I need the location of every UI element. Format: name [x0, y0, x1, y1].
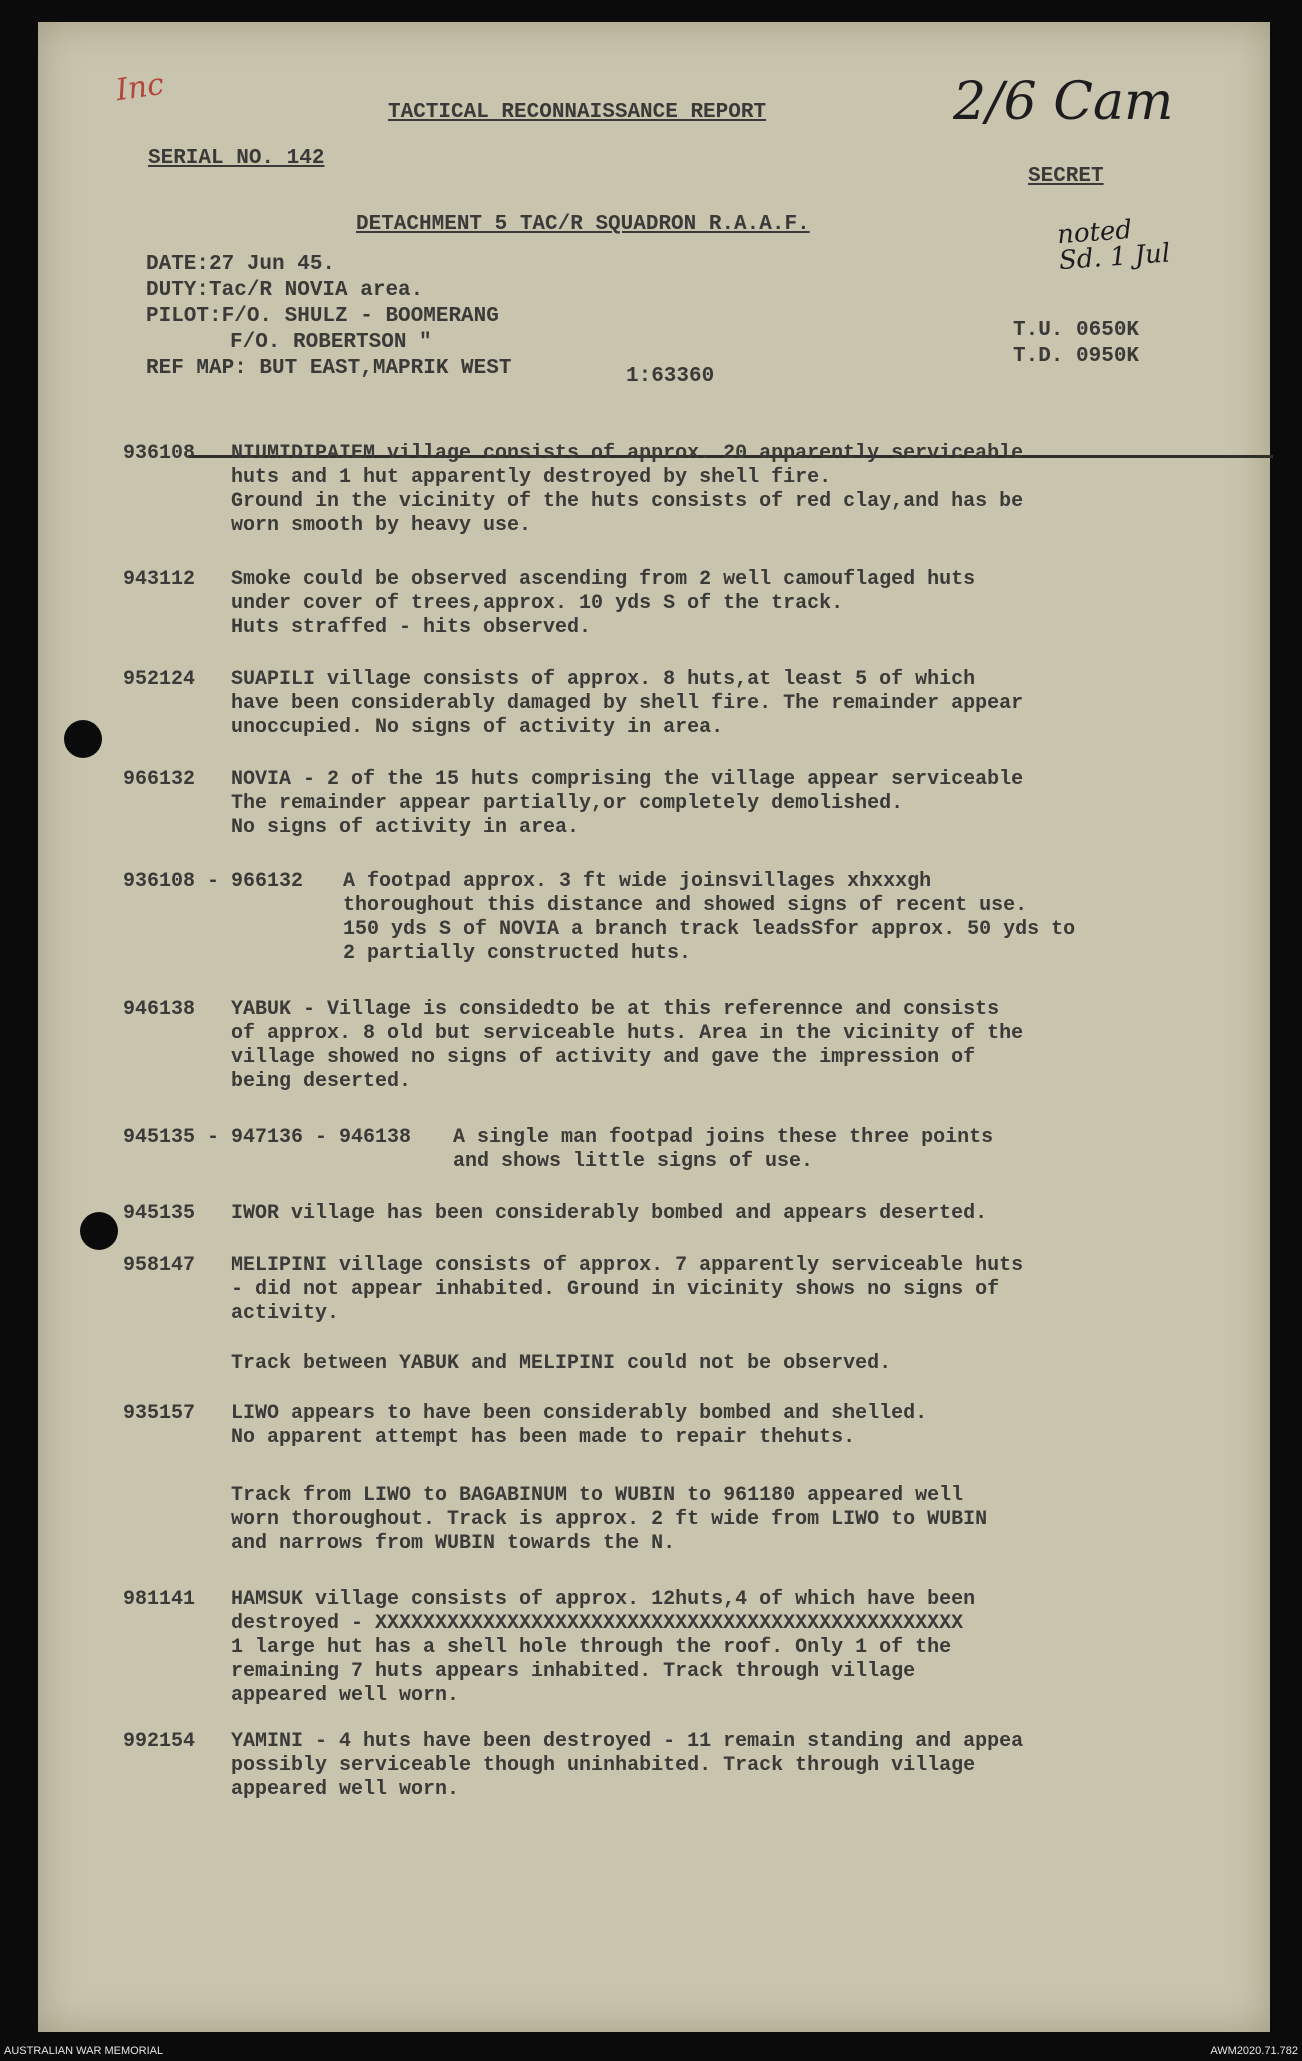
entry-text: LIWO appears to have been considerably bombed and shelled. No apparent attempt has been made to repair thehuts.: [231, 1402, 928, 1449]
entry-text: Track between YABUK and MELIPINI could not be observed.: [231, 1352, 892, 1375]
pilot-line: PILOT:F/O. SHULZ - BOOMERANG: [146, 305, 499, 328]
report-title: TACTICAL RECONNAISSANCE REPORT: [388, 101, 767, 124]
handwritten-note: noted Sd. 1 Jul: [1056, 215, 1172, 277]
entry-text: Track from LIWO to BAGABINUM to WUBIN to 961180 appeared well worn thoroughout. Track is approx. 2 ft wide from LIWO to WUBIN and narrows from WUBIN towards the N.: [231, 1484, 988, 1555]
entry-text: A footpad approx. 3 ft wide joinsvillages xhxxxgh thoroughout this distance and showed signs of recent use. 150 yds S of NOVIA a branch track leadsSfor approx. 50 yds to 2 partially constructed huts.: [343, 870, 1076, 965]
ref-map-line: REF MAP: BUT EAST,MAPRIK WEST: [146, 357, 512, 380]
map-scale: 1:63360: [626, 365, 715, 388]
handwritten-mark: Inc: [113, 66, 167, 109]
grid-reference: 945135 - 947136 - 946138: [123, 1126, 412, 1149]
grid-reference: 992154: [123, 1730, 196, 1753]
grid-reference: 981141: [123, 1588, 196, 1611]
punch-hole: [80, 1212, 118, 1250]
serial-number: SERIAL NO. 142: [148, 147, 325, 170]
grid-reference: 943112: [123, 568, 196, 591]
duty-line: DUTY:Tac/R NOVIA area.: [146, 279, 424, 302]
time-down: T.D. 0950K: [1013, 345, 1140, 368]
handwritten-file-number: 2/6 Cam: [953, 72, 1174, 132]
time-up: T.U. 0650K: [1013, 319, 1140, 342]
entry-text: YABUK - Village is considedto be at this referennce and consists of approx. 8 old but serviceable huts. Area in the vicinity of the village showed no signs of activity and gave the impression of being deserted.: [231, 998, 1024, 1093]
punch-hole: [64, 720, 102, 758]
entry-text: NOVIA - 2 of the 15 huts comprising the village appear serviceable The remainder appear partially,or completely demolished. No signs of activity in area.: [231, 768, 1024, 839]
entry-text: SUAPILI village consists of approx. 8 huts,at least 5 of which have been considerably damaged by shell fire. The remainder appear unoccupied. No signs of activity in area.: [231, 668, 1024, 739]
grid-reference: 935157: [123, 1402, 196, 1425]
grid-reference: 936108: [123, 442, 196, 465]
grid-reference: 952124: [123, 668, 196, 691]
pilot-line-2: F/O. ROBERTSON ": [230, 331, 432, 354]
footer-accession-number: AWM2020.71.782: [1210, 2045, 1298, 2057]
entry-text: YAMINI - 4 huts have been destroyed - 11 remain standing and appea possibly serviceable though uninhabited. Track through village appeared well worn.: [231, 1730, 1024, 1801]
date-line: DATE:27 Jun 45.: [146, 253, 336, 276]
footer-credit: AUSTRALIAN WAR MEMORIAL: [4, 2045, 164, 2057]
grid-reference: 946138: [123, 998, 196, 1021]
document-page: [38, 22, 1270, 2032]
grid-reference: 936108 - 966132: [123, 870, 304, 893]
entry-text: HAMSUK village consists of approx. 12huts,4 of which have been destroyed - XXXXXXXXXXXXXXXXXXXXXXXXXXXXXXXXXXXXXXXXXXXXXXXXX 1 large hut has a shell hole through the roof. Only 1 of the remaining 7 huts appears inhabited. Track through village appeared well worn.: [231, 1588, 976, 1707]
detachment: DETACHMENT 5 TAC/R SQUADRON R.A.A.F.: [356, 213, 810, 236]
grid-reference: 958147: [123, 1254, 196, 1277]
grid-reference: 966132: [123, 768, 196, 791]
entry-text: Smoke could be observed ascending from 2 well camouflaged huts under cover of trees,approx. 10 yds S of the track. Huts straffed - hits observed.: [231, 568, 976, 639]
entry-text: A single man footpad joins these three points and shows little signs of use.: [453, 1126, 994, 1173]
entry-text: IWOR village has been considerably bombed and appears deserted.: [231, 1202, 988, 1225]
classification: SECRET: [1028, 165, 1104, 188]
grid-reference: 945135: [123, 1202, 196, 1225]
entry-text: NIUMIDIPAIEM village consists of approx. 20 apparently serviceable huts and 1 hut apparently destroyed by shell fire. Ground in the vicinity of the huts consists of red clay,and has be worn smooth by heavy use.: [231, 442, 1024, 537]
entry-text: MELIPINI village consists of approx. 7 apparently serviceable huts - did not appear inhabited. Ground in vicinity shows no signs of activity.: [231, 1254, 1024, 1325]
